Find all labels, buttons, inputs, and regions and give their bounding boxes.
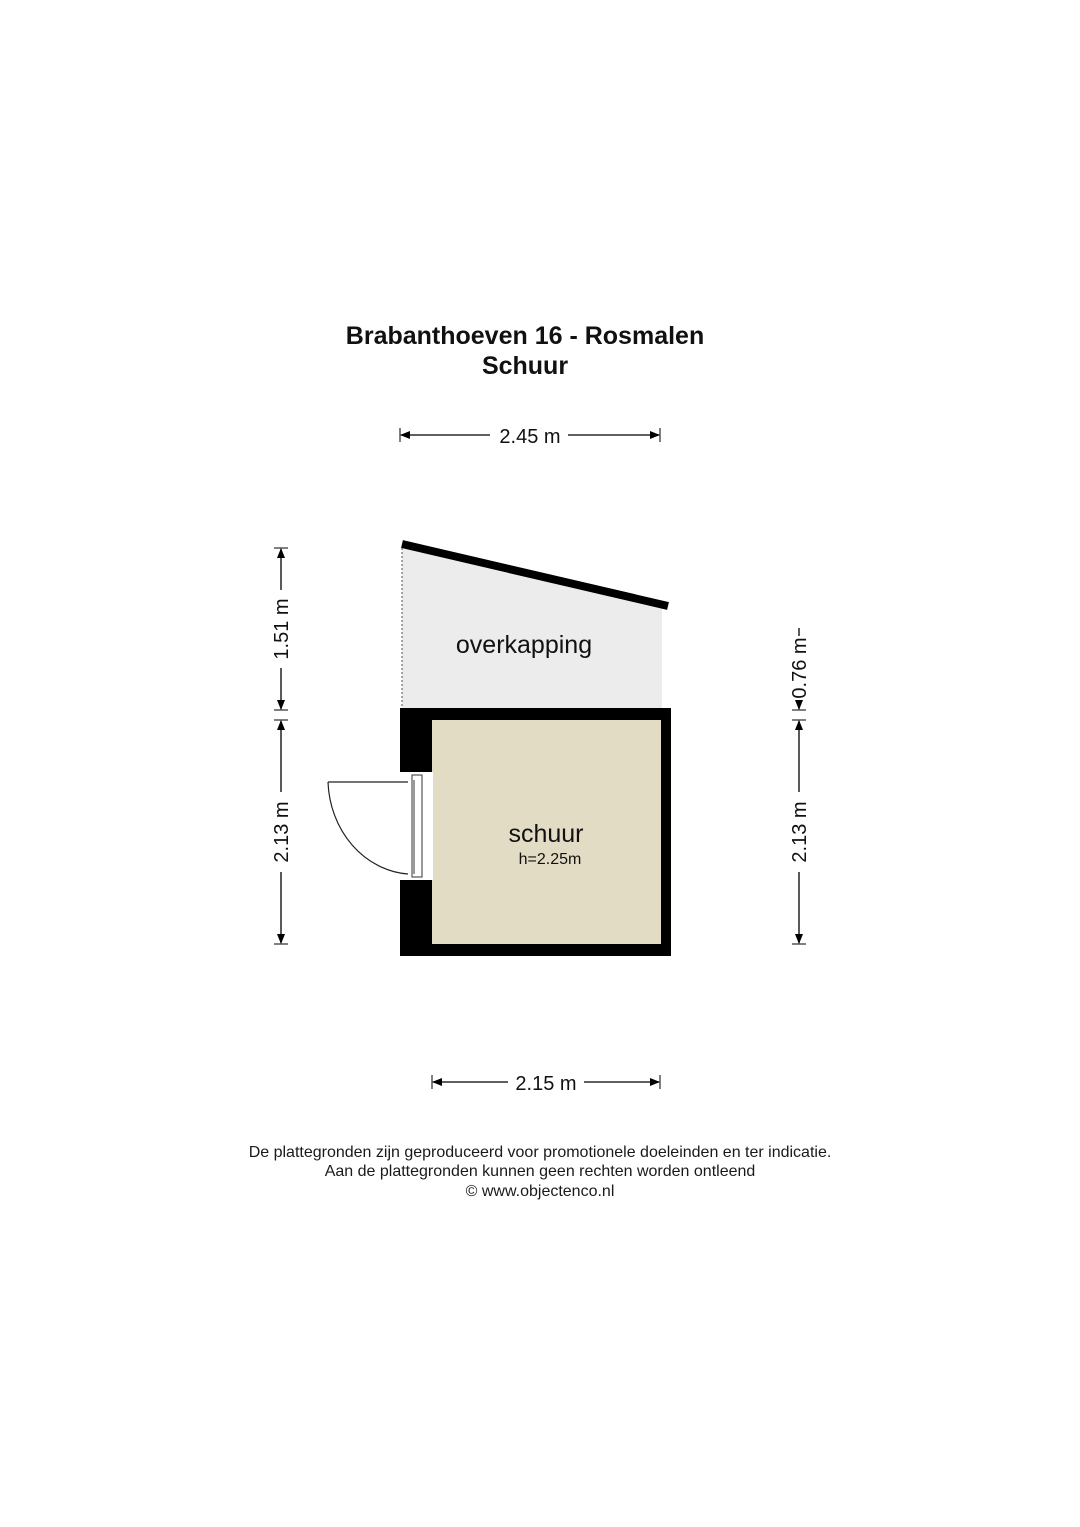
dimension-left-lower bbox=[271, 720, 293, 944]
dimension-left-lower-label: 2.13 m bbox=[271, 801, 293, 863]
plan-title: Brabanthoeven 16 - Rosmalen bbox=[345, 322, 705, 350]
disclaimer-line-1: De plattegronden zijn geproduceerd voor promotionele doeleinden en ter indicatie. bbox=[248, 1144, 832, 1161]
plan-subtitle: Schuur bbox=[481, 352, 569, 380]
dimension-right-upper-label: 0.76 m bbox=[789, 637, 811, 699]
dimension-left-upper-label: 1.51 m bbox=[271, 598, 293, 660]
schuur-label: schuur bbox=[508, 820, 584, 848]
schuur-height-label: h=2.25m bbox=[518, 851, 582, 868]
dimension-top-width-label: 2.45 m bbox=[499, 426, 561, 448]
copyright-line: © www.objectenco.nl bbox=[465, 1183, 615, 1200]
overkapping-area bbox=[402, 544, 662, 710]
dimension-left-upper bbox=[271, 548, 293, 710]
dimension-right-lower-label: 2.13 m bbox=[789, 801, 811, 863]
dimension-bottom-width-label: 2.15 m bbox=[515, 1073, 577, 1095]
overkapping-label: overkapping bbox=[455, 631, 593, 659]
dimension-top-width bbox=[400, 426, 660, 448]
disclaimer-line-2: Aan de plattegronden kunnen geen rechten worden ontleend bbox=[324, 1163, 756, 1180]
dimension-bottom-width bbox=[432, 1073, 660, 1095]
dimension-right-upper bbox=[789, 628, 811, 710]
dimension-right-lower bbox=[789, 720, 811, 944]
door-swing-arc bbox=[328, 782, 408, 874]
